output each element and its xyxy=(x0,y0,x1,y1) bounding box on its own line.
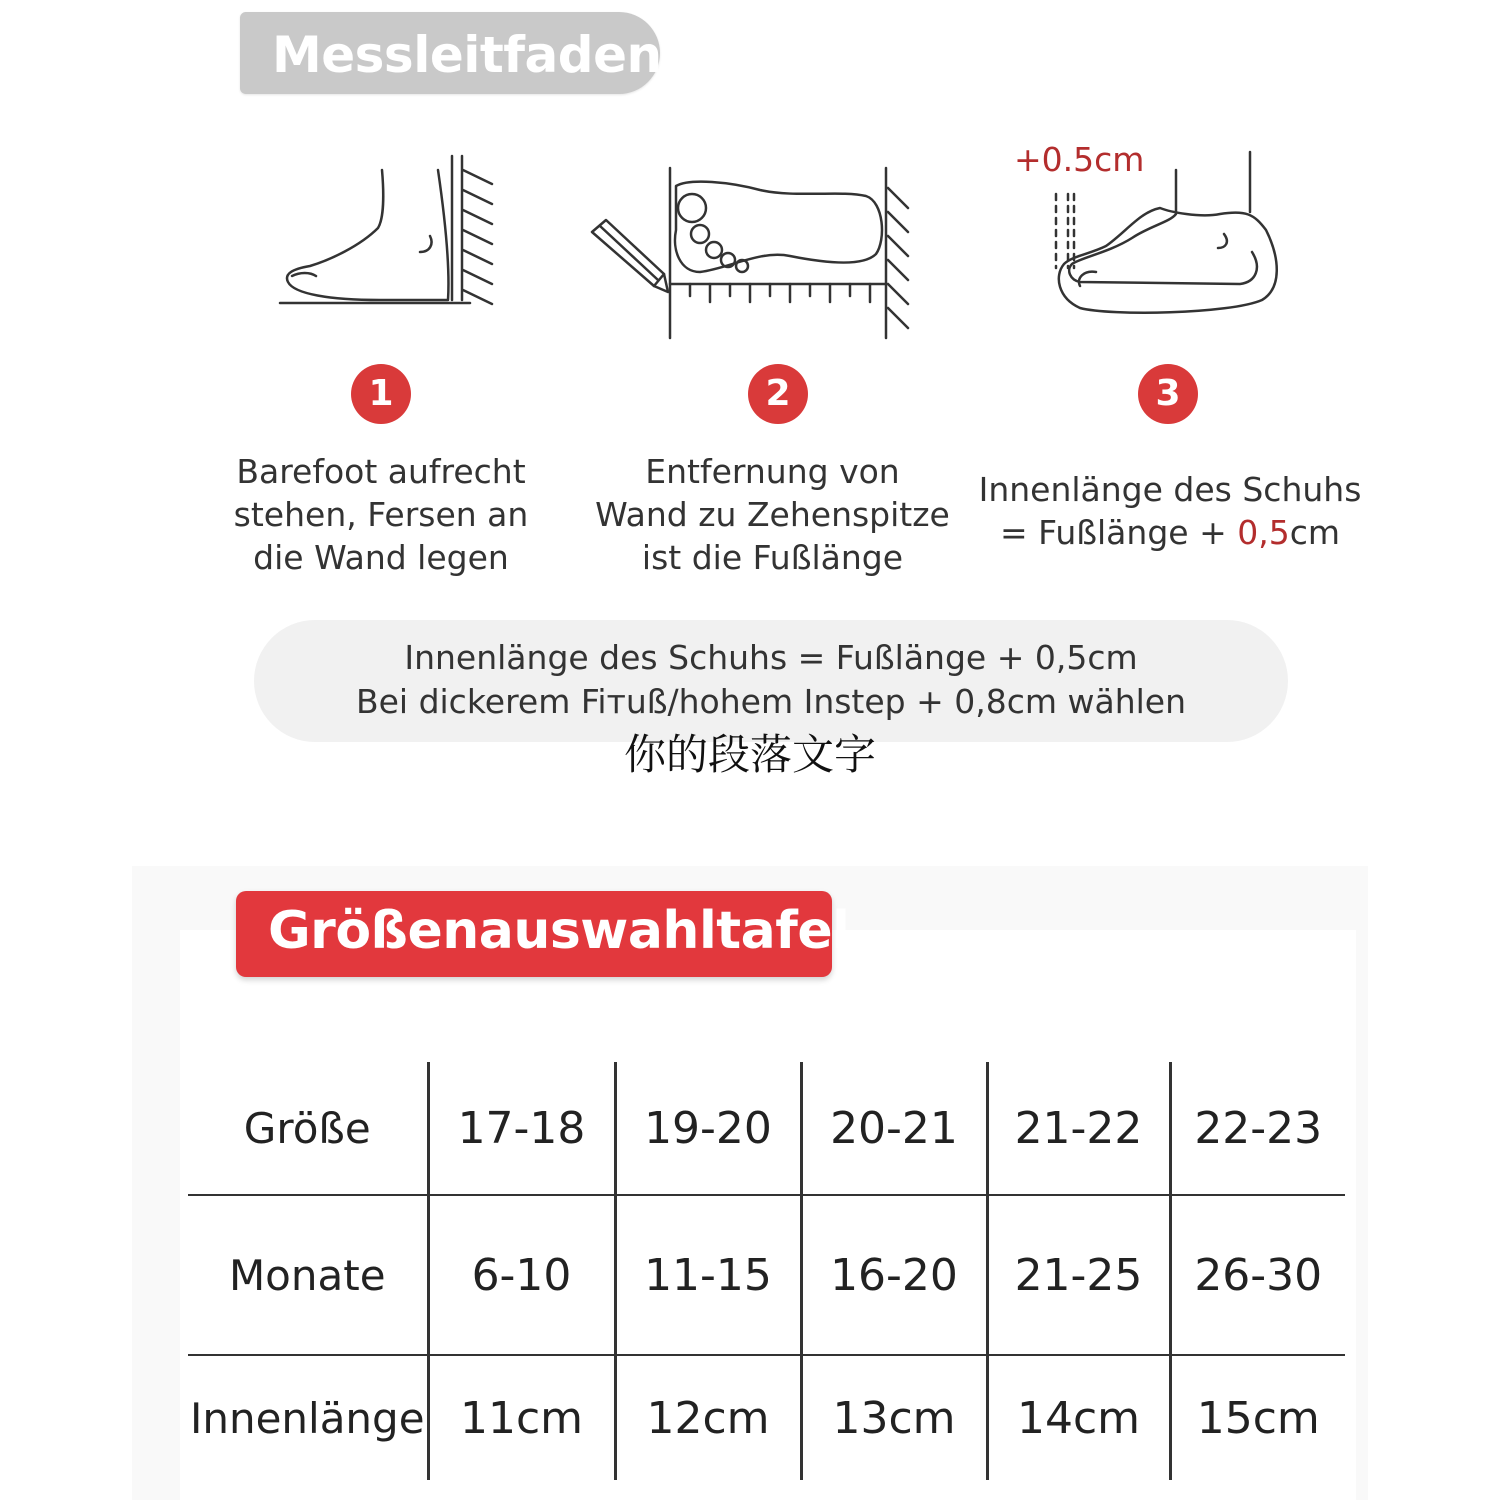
paragraph-placeholder-text: 你的段落文字 xyxy=(623,730,876,779)
shoe-fit-illustration xyxy=(1040,148,1290,318)
table-row-inner-length xyxy=(188,1355,1345,1480)
step-3-formula-text: = Fußlänge + xyxy=(1000,513,1238,552)
row-label-inner-length: Innenlänge xyxy=(189,1393,425,1443)
info-line-2: Bei dickerem Fiтuß/hohem Instep + 0,8cm wählen xyxy=(355,682,1187,721)
step-2-line: Entfernung von xyxy=(645,452,900,491)
step-2-line: ist die Fußlänge xyxy=(641,538,904,577)
table-cell: 22-23 xyxy=(1170,1062,1345,1195)
table-cell: 14cm xyxy=(987,1355,1170,1480)
table-cell: 20-21 xyxy=(801,1062,987,1195)
step-2-badge: 2 xyxy=(748,364,808,424)
table-cell: 16-20 xyxy=(801,1195,987,1355)
row-label-size: Größe xyxy=(243,1103,371,1153)
step-1-line: Barefoot aufrecht xyxy=(236,452,526,491)
row-label-months: Monate xyxy=(228,1250,386,1300)
extra-length-label: +0.5cm xyxy=(1014,140,1145,179)
table-cell: 17-18 xyxy=(428,1062,615,1195)
step-3-badge: 3 xyxy=(1138,364,1198,424)
step-1-line: die Wand legen xyxy=(253,538,509,577)
table-row-size xyxy=(188,1062,1345,1195)
table-cell: 12cm xyxy=(615,1355,801,1480)
measuring-guide-title: Messleitfaden xyxy=(272,26,662,84)
step-1-description xyxy=(196,450,566,579)
step-3-formula xyxy=(970,511,1370,554)
step-3-unit: cm xyxy=(1289,513,1340,552)
table-cell: 19-20 xyxy=(615,1062,801,1195)
table-cell: 15cm xyxy=(1170,1355,1345,1480)
size-chart-title: Größenauswahltafel xyxy=(268,901,850,961)
table-cell: 11-15 xyxy=(615,1195,801,1355)
step-1-line: stehen, Fersen an xyxy=(233,495,529,534)
measuring-guide-header xyxy=(240,12,660,94)
table-cell: 21-25 xyxy=(987,1195,1170,1355)
step-3-line: Innenlänge des Schuhs xyxy=(978,470,1362,509)
foot-against-wall-illustration xyxy=(270,148,500,318)
table-cell: 21-22 xyxy=(987,1062,1170,1195)
step-3-extra-value: 0,5 xyxy=(1237,513,1290,552)
table-cell: 13cm xyxy=(801,1355,987,1480)
foot-ruler-illustration xyxy=(580,150,920,345)
table-row-months xyxy=(188,1195,1345,1355)
size-table xyxy=(188,1062,1345,1480)
step-3-description xyxy=(970,468,1370,554)
size-chart-header xyxy=(236,891,850,977)
table-cell: 6-10 xyxy=(428,1195,615,1355)
info-line-1: Innenlänge des Schuhs = Fußlänge + 0,5cm xyxy=(404,638,1138,677)
step-2-description xyxy=(580,450,965,579)
table-cell: 26-30 xyxy=(1170,1195,1345,1355)
step-1-badge: 1 xyxy=(351,364,411,424)
table-cell: 11cm xyxy=(428,1355,615,1480)
step-2-line: Wand zu Zehenspitze xyxy=(595,495,950,534)
